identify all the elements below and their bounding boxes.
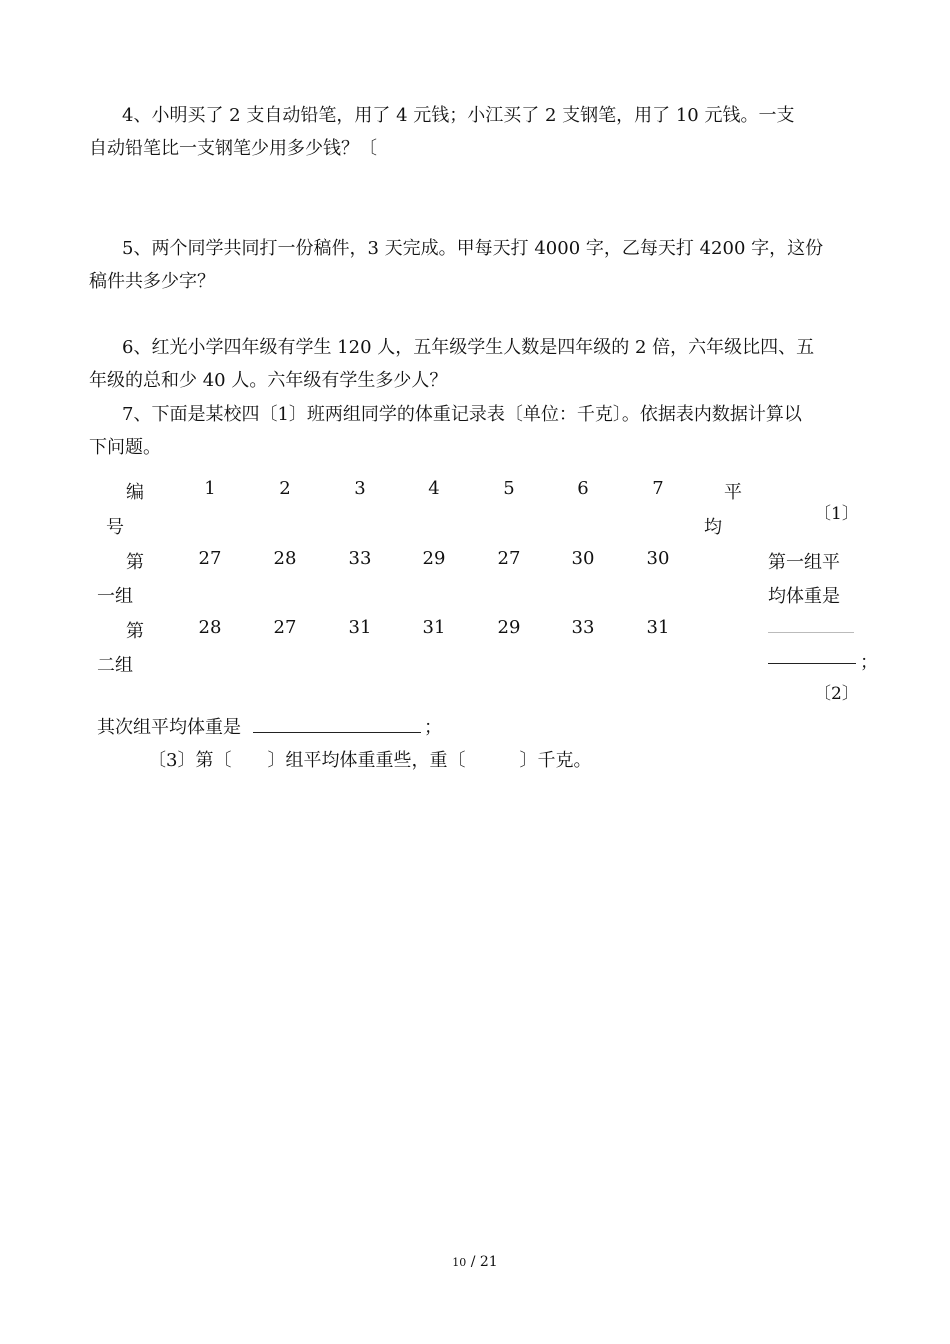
table-col-header: 5 bbox=[503, 478, 515, 499]
table-row-label-b: 二组 bbox=[97, 655, 133, 676]
answer-blank-2[interactable] bbox=[253, 732, 421, 733]
sub-question-1-text-a: 第一组平 bbox=[768, 552, 840, 573]
table-avg-header-b: 均 bbox=[704, 517, 722, 538]
table-cell: 31 bbox=[422, 617, 446, 638]
table-cell: 28 bbox=[198, 617, 222, 638]
table-cell: 29 bbox=[422, 548, 446, 569]
table-cell: 31 bbox=[348, 617, 372, 638]
table-header-label-b: 号 bbox=[106, 517, 124, 538]
answer-blank-1[interactable] bbox=[768, 663, 856, 664]
page-footer bbox=[0, 1254, 950, 1270]
table-cell: 30 bbox=[571, 548, 595, 569]
q5-line-2: 稿件共多少字？ bbox=[89, 271, 215, 292]
table-cell: 29 bbox=[497, 617, 521, 638]
q7-line-1: 7、下面是某校四〔1〕班两组同学的体重记录表〔单位：千克〕。依据表内数据计算以 bbox=[122, 404, 802, 425]
sub-question-2-marker: 〔2〕 bbox=[814, 684, 859, 704]
table-row-label-b: 一组 bbox=[97, 586, 133, 607]
table-cell: 28 bbox=[273, 548, 297, 569]
table-col-header: 3 bbox=[354, 478, 366, 499]
page-separator: / bbox=[470, 1254, 476, 1270]
sub-question-1-marker: 〔1〕 bbox=[814, 504, 859, 524]
semicolon: ； bbox=[860, 652, 878, 673]
table-col-header: 7 bbox=[652, 478, 664, 499]
table-col-header: 2 bbox=[279, 478, 291, 499]
table-cell: 31 bbox=[646, 617, 670, 638]
table-header-label-a: 编 bbox=[126, 482, 144, 503]
table-cell: 33 bbox=[348, 548, 372, 569]
page-total: 21 bbox=[479, 1254, 498, 1270]
sub-question-1-text-b: 均体重是 bbox=[768, 586, 840, 607]
table-cell: 33 bbox=[571, 617, 595, 638]
table-col-header: 1 bbox=[204, 478, 216, 499]
page-number: 10 bbox=[452, 1256, 467, 1269]
table-cell: 27 bbox=[273, 617, 297, 638]
q4-line-2: 自动铅笔比一支钢笔少用多少钱？〔 bbox=[89, 138, 377, 159]
table-cell: 27 bbox=[497, 548, 521, 569]
answer-blank-1-top[interactable] bbox=[768, 632, 854, 633]
table-avg-header-a: 平 bbox=[724, 482, 742, 503]
q7-line-2: 下问题。 bbox=[89, 437, 161, 458]
q5-line-1: 5、两个同学共同打一份稿件，3 天完成。甲每天打 4000 字，乙每天打 4200 字，这份 bbox=[122, 238, 824, 259]
sub-question-2-label: 其次组平均体重是 bbox=[97, 717, 241, 738]
table-cell: 30 bbox=[646, 548, 670, 569]
sub-question-3: 〔3〕第〔 〕组平均体重重些，重〔 〕千克。 bbox=[148, 750, 592, 771]
sub-question-2-end: ； bbox=[424, 717, 442, 738]
table-col-header: 6 bbox=[577, 478, 589, 499]
table-col-header: 4 bbox=[428, 478, 440, 499]
table-row-label-a: 第 bbox=[126, 621, 144, 642]
table-row-label-a: 第 bbox=[126, 552, 144, 573]
q6-line-1: 6、红光小学四年级有学生 120 人，五年级学生人数是四年级的 2 倍，六年级比四、五 bbox=[122, 337, 815, 358]
q6-line-2: 年级的总和少 40 人。六年级有学生多少人？ bbox=[89, 370, 448, 391]
table-cell: 27 bbox=[198, 548, 222, 569]
q4-line-1: 4、小明买了 2 支自动铅笔，用了 4 元钱；小江买了 2 支钢笔，用了 10 元钱。一支 bbox=[122, 105, 795, 126]
